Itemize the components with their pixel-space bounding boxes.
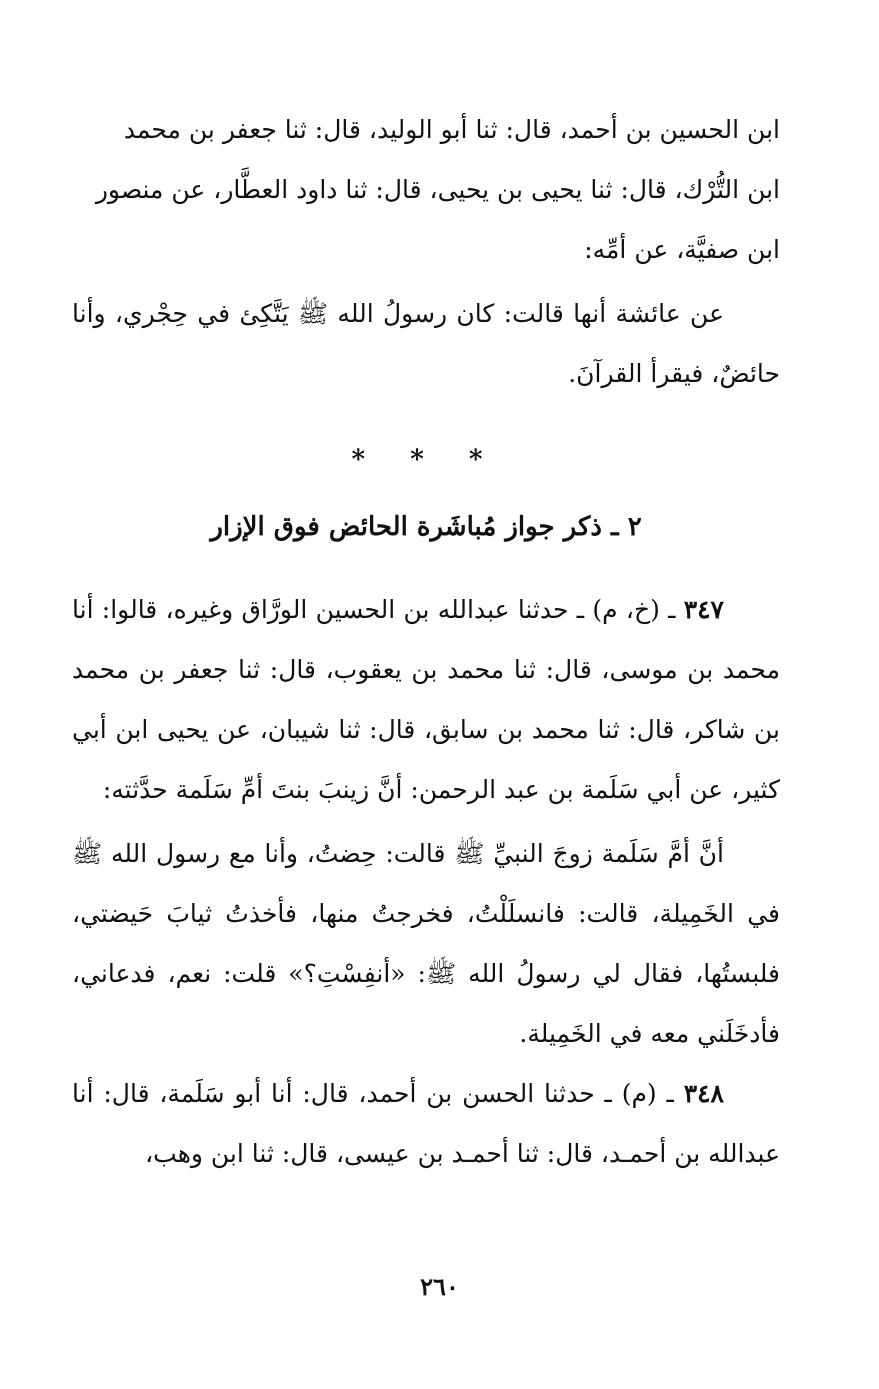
isnad-line-2: ابن التُّرْك، قال: ثنا يحيى بن يحيى، قال: ثنا داود العطَّار، عن منصور (95, 175, 780, 204)
hadith-348-isnad (72, 1064, 780, 1184)
matn-paragraph-1: عن عائشة أنها قالت: كان رسولُ الله ﷺ يَتَّكِئ في حِجْري، وأنا حائضٌ، فيقرأ القرآنَ. (72, 299, 780, 388)
isnad-continuation (72, 100, 780, 280)
hadith-347-matn: أنَّ أمَّ سَلَمة زوجَ النبيِّ ﷺ قالت: حِضتُ، وأنا مع رسول الله ﷺ في الخَمِيلة، قالت: فانسلَلْتُ، فخرجتُ منها، فأخذتُ ثيابَ حَيضتي، فلبستُها، فقال لي رسولُ الله ﷺ: «أنفِسْتِ؟» قلت: نعم، فدعاني، فأدخَلَني معه في الخَمِيلة. (72, 839, 780, 1048)
isnad-line-3: ابن صفيَّة، عن أمِّه: (584, 235, 780, 264)
hadith-number: ٣٤٨ (683, 1079, 724, 1108)
page-number: ٢٦٠ (420, 1272, 459, 1301)
hadith-348-text: ـ (م) ـ حدثنا الحسن بن أحمد، قال: أنا أبو سَلَمة، قال: أنا عبدالله بن أحمـد، قال: ثنا أحمـد بن عيسى، قال: ثنا ابن وهب، (72, 1079, 780, 1168)
page-body (72, 100, 780, 1184)
hadith-347-isnad (72, 580, 780, 820)
isnad-line-1: ابن الحسين بن أحمد، قال: ثنا أبو الوليد، قال: ثنا جعفر بن محمد (123, 115, 780, 144)
section-separator: * * * (351, 445, 501, 475)
chapter-heading: ٢ ـ ذكر جواز مُباشَرة الحائض فوق الإزار (210, 512, 642, 542)
hadith-number: ٣٤٧ (683, 595, 724, 624)
hadith-347-text: ـ (خ، م) ـ حدثنا عبدالله بن الحسين الورَّاق وغيره، قالوا: أنا محمد بن موسى، قال: ثنا محمد بن يعقوب، قال: ثنا جعفر بن محمد بن شاكر، قال: ثنا محمد بن سابق، قال: ثنا شيبان، عن يحيى ابن أبي كثير، عن أبي سَلَمة بن عبد الرحمن: أنَّ زينبَ بنتَ أمِّ سَلَمة حدَّثته: (72, 595, 780, 804)
